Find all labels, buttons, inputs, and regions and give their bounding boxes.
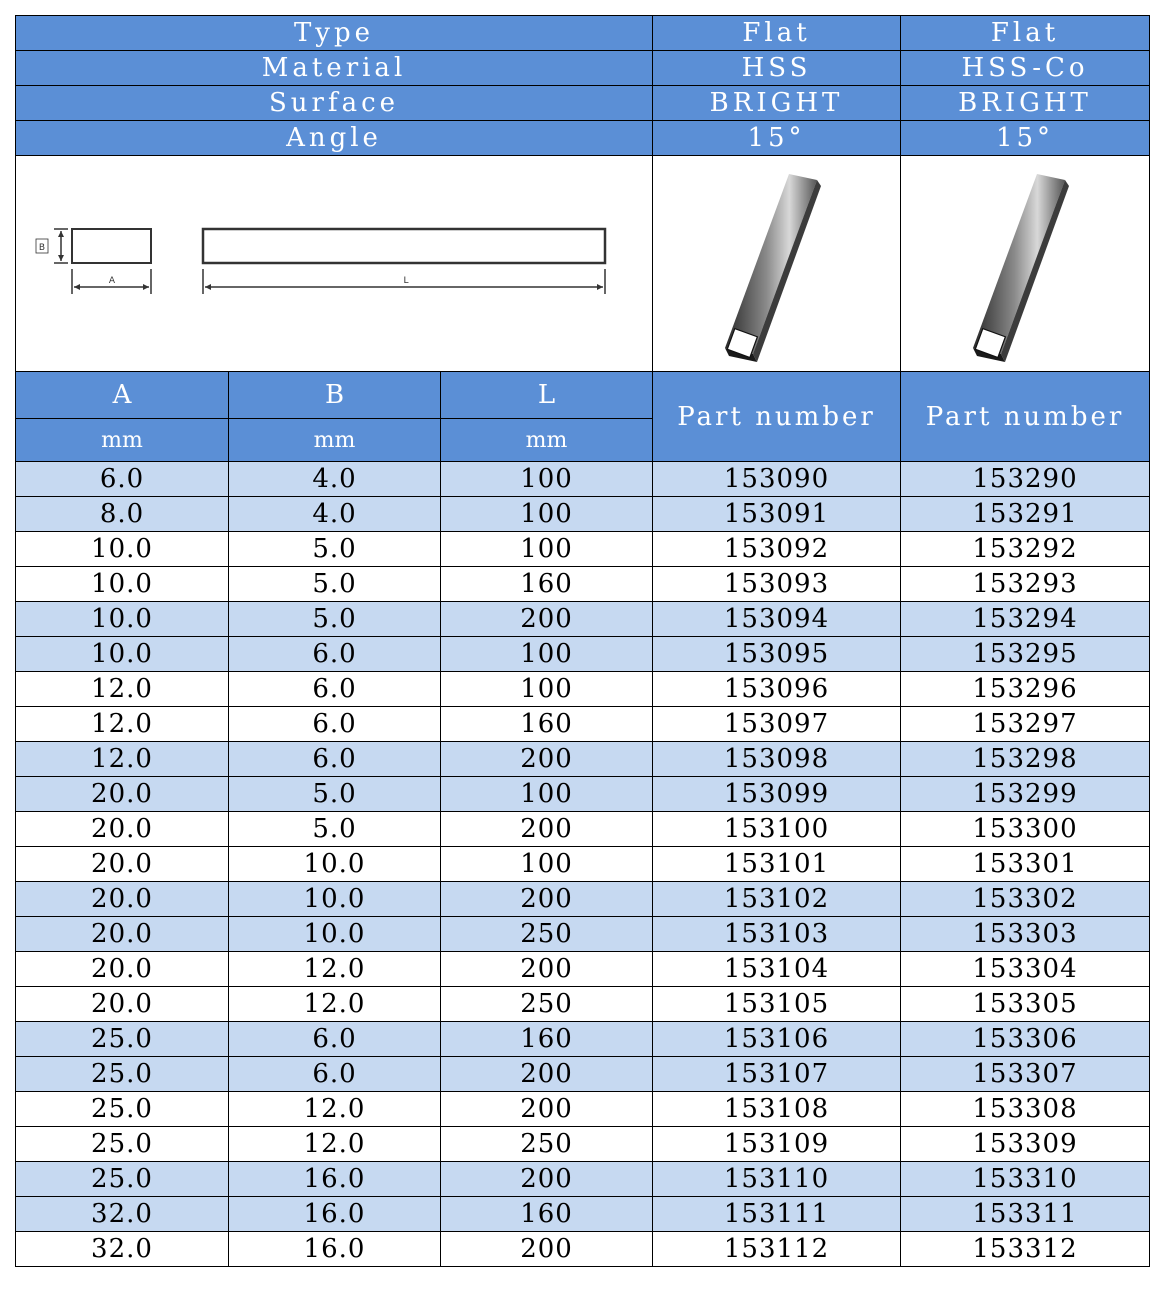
cell-part-number-hssco: 153305 xyxy=(901,987,1150,1022)
cell-b: 5.0 xyxy=(229,602,441,637)
cell-b: 6.0 xyxy=(229,672,441,707)
cell-a: 12.0 xyxy=(16,672,229,707)
surface-row xyxy=(16,86,1150,121)
cell-part-number-hssco: 153307 xyxy=(901,1057,1150,1092)
cell-part-number-hss: 153092 xyxy=(653,532,901,567)
cell-part-number-hss: 153110 xyxy=(653,1162,901,1197)
cell-b: 6.0 xyxy=(229,637,441,672)
table-row xyxy=(16,917,1150,952)
cell-l: 200 xyxy=(441,882,653,917)
header-rows xyxy=(16,16,1150,156)
cell-part-number-hss: 153109 xyxy=(653,1127,901,1162)
cell-b: 5.0 xyxy=(229,777,441,812)
cell-l: 200 xyxy=(441,742,653,777)
table-row xyxy=(16,1197,1150,1232)
cell-l: 200 xyxy=(441,1232,653,1267)
flat-bar-image xyxy=(965,164,1085,364)
cell-part-number-hss: 153094 xyxy=(653,602,901,637)
cell-part-number-hssco: 153311 xyxy=(901,1197,1150,1232)
table-row xyxy=(16,707,1150,742)
table-row xyxy=(16,532,1150,567)
cell-part-number-hss: 153093 xyxy=(653,567,901,602)
cell-part-number-hss: 153098 xyxy=(653,742,901,777)
cell-part-number-hss: 153104 xyxy=(653,952,901,987)
table-row xyxy=(16,952,1150,987)
cell-part-number-hss: 153101 xyxy=(653,847,901,882)
cell-l: 100 xyxy=(441,637,653,672)
cell-a: 20.0 xyxy=(16,987,229,1022)
table-row xyxy=(16,742,1150,777)
cell-part-number-hssco: 153310 xyxy=(901,1162,1150,1197)
table-row xyxy=(16,672,1150,707)
data-rows xyxy=(16,462,1150,1267)
cell-part-number-hss: 153100 xyxy=(653,812,901,847)
label-l: L xyxy=(403,276,409,286)
surface-hssco: BRIGHT xyxy=(901,86,1150,121)
cell-l: 160 xyxy=(441,707,653,742)
cell-part-number-hssco: 153300 xyxy=(901,812,1150,847)
cell-part-number-hssco: 153309 xyxy=(901,1127,1150,1162)
cell-a: 20.0 xyxy=(16,777,229,812)
cell-l: 100 xyxy=(441,777,653,812)
flat-bar-dimension-diagram xyxy=(16,157,652,370)
angle-label: Angle xyxy=(16,121,653,156)
cell-part-number-hssco: 153298 xyxy=(901,742,1150,777)
cell-b: 4.0 xyxy=(229,462,441,497)
cell-l: 200 xyxy=(441,602,653,637)
cell-a: 20.0 xyxy=(16,812,229,847)
cell-l: 160 xyxy=(441,1022,653,1057)
type-label: Type xyxy=(16,16,653,51)
cell-l: 100 xyxy=(441,497,653,532)
table-row xyxy=(16,1022,1150,1057)
cell-part-number-hss: 153108 xyxy=(653,1092,901,1127)
hss-bar-photo xyxy=(653,156,901,372)
cell-b: 5.0 xyxy=(229,812,441,847)
cell-l: 100 xyxy=(441,462,653,497)
cell-part-number-hssco: 153306 xyxy=(901,1022,1150,1057)
cell-part-number-hssco: 153308 xyxy=(901,1092,1150,1127)
cell-l: 100 xyxy=(441,532,653,567)
cell-a: 10.0 xyxy=(16,532,229,567)
cell-l: 200 xyxy=(441,952,653,987)
cell-part-number-hssco: 153294 xyxy=(901,602,1150,637)
cell-l: 200 xyxy=(441,812,653,847)
cell-a: 25.0 xyxy=(16,1057,229,1092)
table-row xyxy=(16,812,1150,847)
cell-part-number-hssco: 153292 xyxy=(901,532,1150,567)
cell-part-number-hss: 153091 xyxy=(653,497,901,532)
cell-part-number-hss: 153107 xyxy=(653,1057,901,1092)
cell-l: 160 xyxy=(441,567,653,602)
cell-part-number-hssco: 153301 xyxy=(901,847,1150,882)
table-row xyxy=(16,987,1150,1022)
material-label: Material xyxy=(16,51,653,86)
table-row xyxy=(16,1127,1150,1162)
cell-b: 5.0 xyxy=(229,567,441,602)
cell-part-number-hss: 153096 xyxy=(653,672,901,707)
table-row xyxy=(16,1162,1150,1197)
table-row xyxy=(16,882,1150,917)
cell-b: 12.0 xyxy=(229,987,441,1022)
cell-l: 200 xyxy=(441,1057,653,1092)
table-row xyxy=(16,1232,1150,1267)
cell-l: 200 xyxy=(441,1092,653,1127)
cell-b: 12.0 xyxy=(229,1092,441,1127)
cell-a: 12.0 xyxy=(16,707,229,742)
cell-b: 10.0 xyxy=(229,882,441,917)
cell-part-number-hss: 153099 xyxy=(653,777,901,812)
type-hssco: Flat xyxy=(901,16,1150,51)
cell-part-number-hssco: 153303 xyxy=(901,917,1150,952)
cell-b: 5.0 xyxy=(229,532,441,567)
cell-a: 25.0 xyxy=(16,1162,229,1197)
table-row xyxy=(16,637,1150,672)
cell-b: 12.0 xyxy=(229,952,441,987)
cell-a: 20.0 xyxy=(16,882,229,917)
cell-l: 200 xyxy=(441,1162,653,1197)
type-hss: Flat xyxy=(653,16,901,51)
cell-part-number-hssco: 153291 xyxy=(901,497,1150,532)
cell-b: 16.0 xyxy=(229,1197,441,1232)
table-row xyxy=(16,497,1150,532)
cell-part-number-hssco: 153297 xyxy=(901,707,1150,742)
hssco-bar-photo xyxy=(901,156,1150,372)
cell-b: 16.0 xyxy=(229,1232,441,1267)
col-a-unit: mm xyxy=(16,419,229,462)
col-b-unit: mm xyxy=(229,419,441,462)
col-l-name: L xyxy=(441,372,653,419)
cell-a: 20.0 xyxy=(16,917,229,952)
table-row xyxy=(16,1092,1150,1127)
angle-hss: 15° xyxy=(653,121,901,156)
cell-part-number-hssco: 153295 xyxy=(901,637,1150,672)
image-row xyxy=(16,156,1150,372)
material-hss: HSS xyxy=(653,51,901,86)
angle-row xyxy=(16,121,1150,156)
cell-a: 10.0 xyxy=(16,637,229,672)
cell-part-number-hssco: 153304 xyxy=(901,952,1150,987)
table-row xyxy=(16,777,1150,812)
cell-a: 25.0 xyxy=(16,1022,229,1057)
dimension-drawing xyxy=(16,156,653,372)
material-hssco: HSS-Co xyxy=(901,51,1150,86)
cell-part-number-hss: 153111 xyxy=(653,1197,901,1232)
cell-part-number-hss: 153106 xyxy=(653,1022,901,1057)
cell-l: 250 xyxy=(441,1127,653,1162)
cell-l: 100 xyxy=(441,672,653,707)
cell-part-number-hssco: 153290 xyxy=(901,462,1150,497)
cell-a: 20.0 xyxy=(16,952,229,987)
cell-l: 100 xyxy=(441,847,653,882)
cell-a: 32.0 xyxy=(16,1197,229,1232)
flat-bar-image xyxy=(717,164,837,364)
cell-b: 10.0 xyxy=(229,917,441,952)
cell-part-number-hss: 153090 xyxy=(653,462,901,497)
cell-b: 6.0 xyxy=(229,1022,441,1057)
cell-a: 6.0 xyxy=(16,462,229,497)
cell-b: 12.0 xyxy=(229,1127,441,1162)
type-row xyxy=(16,16,1150,51)
cell-part-number-hss: 153095 xyxy=(653,637,901,672)
cell-part-number-hssco: 153302 xyxy=(901,882,1150,917)
cell-a: 10.0 xyxy=(16,602,229,637)
spec-table xyxy=(15,15,1150,1267)
cell-part-number-hss: 153102 xyxy=(653,882,901,917)
material-row xyxy=(16,51,1150,86)
cell-b: 10.0 xyxy=(229,847,441,882)
cell-part-number-hssco: 153296 xyxy=(901,672,1150,707)
cell-part-number-hss: 153112 xyxy=(653,1232,901,1267)
cell-a: 20.0 xyxy=(16,847,229,882)
cell-a: 12.0 xyxy=(16,742,229,777)
surface-hss: BRIGHT xyxy=(653,86,901,121)
table-row xyxy=(16,567,1150,602)
surface-label: Surface xyxy=(16,86,653,121)
cell-a: 25.0 xyxy=(16,1127,229,1162)
cell-part-number-hssco: 153299 xyxy=(901,777,1150,812)
cell-b: 16.0 xyxy=(229,1162,441,1197)
cell-l: 160 xyxy=(441,1197,653,1232)
cell-part-number-hss: 153105 xyxy=(653,987,901,1022)
cell-a: 8.0 xyxy=(16,497,229,532)
cell-part-number-hss: 153103 xyxy=(653,917,901,952)
label-a: A xyxy=(108,276,116,286)
table-row xyxy=(16,462,1150,497)
cell-part-number-hss: 153097 xyxy=(653,707,901,742)
table-row xyxy=(16,1057,1150,1092)
cell-part-number-hssco: 153312 xyxy=(901,1232,1150,1267)
cell-b: 6.0 xyxy=(229,707,441,742)
cell-a: 25.0 xyxy=(16,1092,229,1127)
cell-part-number-hssco: 153293 xyxy=(901,567,1150,602)
col-l-unit: mm xyxy=(441,419,653,462)
cell-l: 250 xyxy=(441,987,653,1022)
cell-b: 6.0 xyxy=(229,742,441,777)
cell-a: 10.0 xyxy=(16,567,229,602)
cell-b: 6.0 xyxy=(229,1057,441,1092)
table-row xyxy=(16,847,1150,882)
angle-hssco: 15° xyxy=(901,121,1150,156)
col-a-name: A xyxy=(16,372,229,419)
col-b-name: B xyxy=(229,372,441,419)
cell-a: 32.0 xyxy=(16,1232,229,1267)
col-part-number-hssco: Part number xyxy=(901,372,1150,462)
cell-l: 250 xyxy=(441,917,653,952)
label-b: B xyxy=(38,243,46,253)
table-row xyxy=(16,602,1150,637)
column-header xyxy=(16,372,1150,462)
col-part-number-hss: Part number xyxy=(653,372,901,462)
cell-b: 4.0 xyxy=(229,497,441,532)
